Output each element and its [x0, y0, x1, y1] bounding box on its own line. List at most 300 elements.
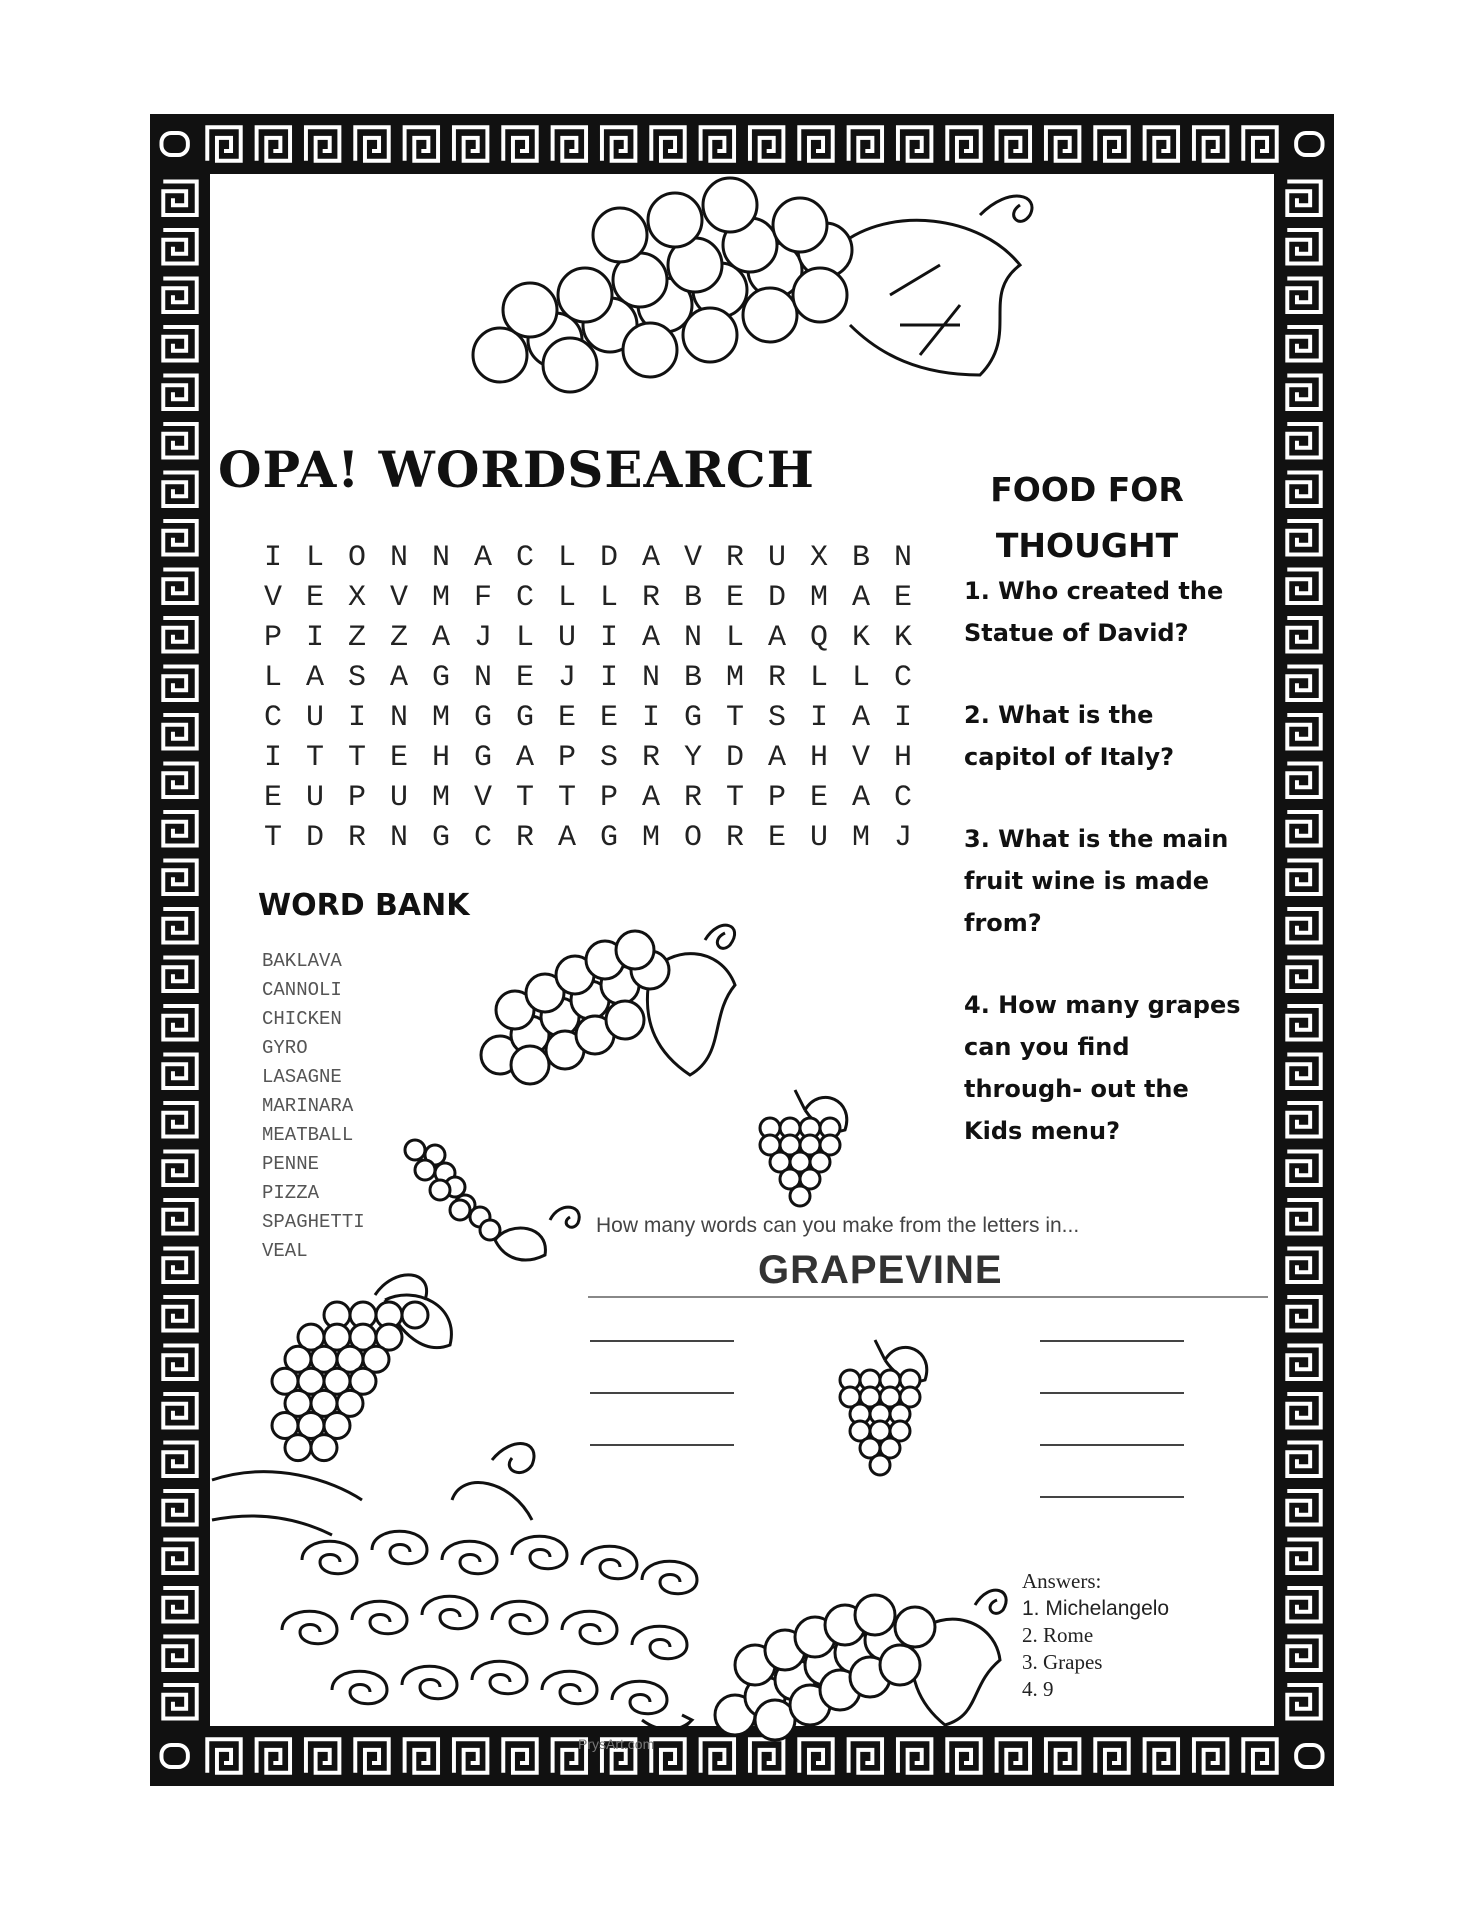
grid-row — [252, 618, 924, 658]
grid-letter[interactable]: U — [767, 541, 786, 575]
key-motif — [454, 1739, 487, 1772]
grid-letter[interactable]: I — [599, 661, 618, 695]
grid-letter[interactable]: G — [431, 821, 450, 855]
grid-letter[interactable]: V — [851, 741, 870, 775]
key-motif — [1287, 1637, 1320, 1670]
key-motif — [163, 812, 196, 845]
corner-ornament — [1296, 133, 1322, 155]
key-motif — [1194, 1739, 1227, 1772]
grid-letter[interactable]: S — [599, 741, 618, 775]
grid-letter[interactable]: L — [263, 661, 282, 695]
grape — [870, 1455, 890, 1475]
corner-ornament — [161, 133, 187, 155]
grid-letter[interactable]: M — [725, 661, 744, 695]
question-item: 2. What is the capitol of Italy? — [964, 701, 1175, 771]
key-motif — [163, 1055, 196, 1088]
leaf-vein — [890, 265, 960, 355]
key-motif — [1287, 958, 1320, 991]
key-motif — [1095, 1739, 1128, 1772]
grid-letter[interactable]: B — [683, 661, 702, 695]
grid-letter[interactable]: O — [683, 821, 702, 855]
grid-letter[interactable]: A — [305, 661, 324, 695]
grid-letter[interactable]: L — [725, 621, 744, 655]
grid-letter[interactable]: R — [641, 741, 660, 775]
grid-letter[interactable]: A — [431, 621, 450, 655]
key-motif — [1145, 1739, 1178, 1772]
grid-letter[interactable]: Z — [347, 621, 366, 655]
grid-letter[interactable]: L — [515, 621, 534, 655]
grid-letter[interactable]: F — [473, 581, 492, 615]
grape — [773, 198, 827, 252]
key-motif — [257, 127, 290, 160]
key-motif — [503, 1739, 536, 1772]
vine-line — [212, 1472, 362, 1535]
answer-item: 2. Rome — [1022, 1623, 1094, 1647]
grid-letter[interactable]: L — [305, 541, 324, 575]
grid-letter[interactable]: Y — [683, 741, 702, 775]
swirl — [302, 1541, 357, 1574]
key-motif — [207, 1739, 240, 1772]
grape — [450, 1200, 470, 1220]
key-motif — [163, 279, 196, 312]
answer-item: 4. 9 — [1022, 1677, 1054, 1701]
grid-letter[interactable]: E — [263, 781, 282, 815]
grid-letter[interactable]: I — [893, 701, 912, 735]
grape-bunch-icon — [470, 905, 740, 1080]
word-bank-item: BAKLAVA — [262, 950, 342, 972]
key-motif — [1287, 182, 1320, 215]
grid-letter[interactable]: S — [767, 701, 786, 735]
grid-letter[interactable]: K — [893, 621, 912, 655]
key-motif — [163, 1346, 196, 1379]
word-bank-item: CANNOLI — [262, 979, 342, 1001]
swirl — [492, 1601, 547, 1634]
key-motif — [1287, 1540, 1320, 1573]
key-motif — [799, 127, 832, 160]
grid-letter[interactable]: T — [263, 821, 282, 855]
corner-ornament — [1296, 1745, 1322, 1767]
key-motif — [1287, 812, 1320, 845]
grid-letter[interactable]: L — [599, 581, 618, 615]
swirl — [332, 1671, 387, 1704]
grid-letter[interactable]: V — [389, 581, 408, 615]
key-motif — [1287, 1443, 1320, 1476]
grid-letter[interactable]: C — [515, 581, 534, 615]
grape — [606, 1001, 644, 1039]
grid-letter[interactable]: E — [557, 701, 576, 735]
word-bank-list — [262, 950, 365, 1269]
key-motif — [1287, 618, 1320, 651]
key-motif — [1287, 1346, 1320, 1379]
grid-letter[interactable]: G — [599, 821, 618, 855]
key-motif — [163, 230, 196, 263]
grid-letter[interactable]: I — [641, 701, 660, 735]
grid-letter[interactable]: T — [725, 781, 744, 815]
grid-letter[interactable]: P — [557, 741, 576, 775]
grid-letter[interactable]: E — [389, 741, 408, 775]
key-motif — [355, 127, 388, 160]
grid-letter[interactable]: T — [725, 701, 744, 735]
question-list — [964, 570, 1246, 1192]
key-motif — [1243, 127, 1276, 160]
key-motif — [1287, 1103, 1320, 1136]
key-motif — [1287, 909, 1320, 942]
grape — [616, 931, 654, 969]
leaf-shape — [495, 1228, 545, 1260]
key-motif — [1287, 1006, 1320, 1039]
grid-row — [252, 658, 924, 698]
word-bank-item: PIZZA — [262, 1182, 320, 1204]
grid-letter[interactable]: H — [893, 741, 912, 775]
key-motif — [163, 1152, 196, 1185]
grid-letter[interactable]: N — [473, 661, 492, 695]
grid-letter[interactable]: I — [263, 541, 282, 575]
grid-letter[interactable]: I — [347, 701, 366, 735]
grid-letter[interactable]: N — [389, 821, 408, 855]
wordsearch-grid — [252, 538, 924, 858]
key-motif — [163, 424, 196, 457]
grid-letter[interactable]: T — [347, 741, 366, 775]
grid-letter[interactable]: R — [641, 581, 660, 615]
grid-letter[interactable]: C — [893, 661, 912, 695]
grid-letter[interactable]: N — [431, 541, 450, 575]
grape — [683, 308, 737, 362]
question-item: 4. How many grapes can you find through- out the Kids menu? — [964, 991, 1241, 1145]
answer-blank[interactable] — [1040, 1340, 1184, 1342]
grid-letter[interactable]: G — [683, 701, 702, 735]
swirl — [442, 1541, 497, 1574]
grid-letter[interactable]: D — [305, 821, 324, 855]
key-motif — [1287, 1200, 1320, 1233]
grid-letter[interactable]: B — [851, 541, 870, 575]
grid-letter[interactable]: M — [851, 821, 870, 855]
answers-box — [1022, 1568, 1169, 1703]
grid-letter[interactable]: A — [851, 781, 870, 815]
grid-letter[interactable]: A — [473, 541, 492, 575]
grid-letter[interactable]: L — [557, 581, 576, 615]
grid-letter[interactable]: N — [641, 661, 660, 695]
grid-letter[interactable]: N — [389, 701, 408, 735]
grid-letter[interactable]: E — [809, 781, 828, 815]
grapevine-prompt: How many words can you make from the letters in... — [596, 1214, 1080, 1237]
grid-letter[interactable]: U — [809, 821, 828, 855]
answer-blank[interactable] — [590, 1392, 734, 1394]
grid-letter[interactable]: I — [305, 621, 324, 655]
grid-letter[interactable]: M — [431, 701, 450, 735]
answer-blank[interactable] — [1040, 1392, 1184, 1394]
swirl — [642, 1561, 697, 1594]
border-pattern-left — [150, 174, 210, 1726]
grid-letter[interactable]: A — [641, 621, 660, 655]
grid-letter[interactable]: V — [683, 541, 702, 575]
swirl — [282, 1611, 337, 1644]
grid-letter[interactable]: E — [893, 581, 912, 615]
grid-letter[interactable]: J — [473, 621, 492, 655]
grape-bunch-icon — [265, 1255, 480, 1440]
key-motif — [1287, 473, 1320, 506]
grid-letter[interactable]: U — [305, 701, 324, 735]
grape — [855, 1595, 895, 1635]
key-motif — [1287, 424, 1320, 457]
grid-letter[interactable]: P — [263, 621, 282, 655]
grid-letter[interactable]: R — [683, 781, 702, 815]
key-motif — [163, 376, 196, 409]
grid-letter[interactable]: M — [809, 581, 828, 615]
grid-letter[interactable]: Q — [809, 621, 828, 655]
grid-letter[interactable]: A — [389, 661, 408, 695]
question-item: 3. What is the main fruit wine is made from? — [964, 825, 1229, 937]
grid-letter[interactable]: T — [515, 781, 534, 815]
grape — [743, 288, 797, 342]
key-motif — [306, 1739, 339, 1772]
grid-letter[interactable]: A — [641, 541, 660, 575]
key-motif — [1287, 279, 1320, 312]
grid-letter[interactable]: R — [515, 821, 534, 855]
grid-row — [252, 818, 924, 858]
key-motif — [163, 667, 196, 700]
grid-row — [252, 538, 924, 578]
key-motif — [1046, 127, 1079, 160]
swirl — [582, 1546, 637, 1579]
grape-cluster-icon — [750, 1080, 860, 1230]
fft-title-line2: THOUGHT — [995, 526, 1179, 565]
grape-vine-icon — [400, 1125, 600, 1265]
fft-title-line1: FOOD FOR — [990, 470, 1184, 509]
swirl — [372, 1531, 427, 1564]
grid-letter[interactable]: A — [851, 701, 870, 735]
key-motif — [997, 127, 1030, 160]
grid-letter[interactable]: P — [599, 781, 618, 815]
key-motif — [1287, 1394, 1320, 1427]
grid-letter[interactable]: U — [557, 621, 576, 655]
grid-letter[interactable]: U — [389, 781, 408, 815]
grid-letter[interactable]: G — [431, 661, 450, 695]
key-motif — [701, 127, 734, 160]
key-motif — [163, 1103, 196, 1136]
key-motif — [163, 958, 196, 991]
grid-letter[interactable]: E — [725, 581, 744, 615]
grid-letter[interactable]: C — [893, 781, 912, 815]
grid-letter[interactable]: E — [767, 821, 786, 855]
grid-letter[interactable]: N — [389, 541, 408, 575]
key-motif — [163, 327, 196, 360]
grid-letter[interactable]: K — [851, 621, 870, 655]
word-bank-item: LASAGNE — [262, 1066, 342, 1088]
grid-letter[interactable]: V — [473, 781, 492, 815]
watermark: PrysArt.com — [578, 1736, 655, 1752]
tendril — [705, 925, 735, 948]
answer-item: 1. Michelangelo — [1022, 1597, 1170, 1620]
key-motif — [1287, 1249, 1320, 1282]
key-motif — [1287, 1685, 1320, 1718]
key-motif — [553, 127, 586, 160]
key-motif — [405, 127, 438, 160]
word-bank-item: SPAGHETTI — [262, 1211, 365, 1233]
grid-letter[interactable]: E — [599, 701, 618, 735]
food-for-thought-title — [968, 462, 1206, 574]
answer-blank[interactable] — [1040, 1444, 1184, 1446]
word-bank-item: CHICKEN — [262, 1008, 342, 1030]
grid-letter[interactable]: O — [347, 541, 366, 575]
grid-letter[interactable]: M — [431, 581, 450, 615]
grape — [430, 1180, 450, 1200]
swirl — [352, 1601, 407, 1634]
grid-letter[interactable]: C — [515, 541, 534, 575]
grid-row — [252, 698, 924, 738]
grid-letter[interactable]: P — [767, 781, 786, 815]
key-motif — [947, 127, 980, 160]
word-bank-item: VEAL — [262, 1240, 308, 1262]
grid-letter[interactable]: A — [767, 741, 786, 775]
grid-letter[interactable]: S — [347, 661, 366, 695]
key-motif — [163, 1685, 196, 1718]
grid-letter[interactable]: D — [725, 741, 744, 775]
grid-letter[interactable]: U — [305, 781, 324, 815]
grid-letter[interactable]: G — [515, 701, 534, 735]
tendril — [975, 1590, 1006, 1613]
tendril — [550, 1207, 579, 1227]
key-motif — [1287, 861, 1320, 894]
question-item: 1. Who created the Statue of David? — [964, 577, 1224, 647]
key-motif — [602, 127, 635, 160]
key-motif — [163, 1540, 196, 1573]
grid-letter[interactable]: M — [431, 781, 450, 815]
key-motif — [1287, 1491, 1320, 1524]
key-motif — [1287, 1055, 1320, 1088]
grid-letter[interactable]: I — [263, 741, 282, 775]
grid-letter[interactable]: H — [431, 741, 450, 775]
grid-letter[interactable]: L — [809, 661, 828, 695]
key-motif — [207, 127, 240, 160]
key-motif — [1046, 1739, 1079, 1772]
grid-letter[interactable]: C — [263, 701, 282, 735]
grid-letter[interactable]: J — [557, 661, 576, 695]
swirl-vine-icon — [212, 1440, 772, 1740]
grid-row — [252, 578, 924, 618]
grid-letter[interactable]: M — [641, 821, 660, 855]
border-pattern-top — [150, 114, 1334, 174]
grid-letter[interactable]: A — [515, 741, 534, 775]
word-bank-item: MEATBALL — [262, 1124, 354, 1146]
grid-row — [252, 738, 924, 778]
swirl — [542, 1671, 597, 1704]
key-motif — [163, 1491, 196, 1524]
grid-letter[interactable]: X — [809, 541, 828, 575]
key-motif — [163, 1200, 196, 1233]
grid-letter[interactable]: T — [557, 781, 576, 815]
key-motif — [454, 127, 487, 160]
grid-letter[interactable]: E — [515, 661, 534, 695]
grape-cluster-icon — [830, 1330, 940, 1500]
key-motif — [163, 1637, 196, 1670]
grid-letter[interactable]: H — [809, 741, 828, 775]
grid-letter[interactable]: I — [809, 701, 828, 735]
grid-letter[interactable]: Z — [389, 621, 408, 655]
grid-letter[interactable]: G — [473, 701, 492, 735]
key-motif — [1287, 1588, 1320, 1621]
grid-letter[interactable]: R — [725, 821, 744, 855]
key-motif — [1287, 376, 1320, 409]
grid-letter[interactable]: D — [767, 581, 786, 615]
key-motif — [163, 1394, 196, 1427]
grape — [593, 208, 647, 262]
key-motif — [651, 127, 684, 160]
key-motif — [163, 182, 196, 215]
key-motif — [750, 127, 783, 160]
key-motif — [163, 618, 196, 651]
answer-blank[interactable] — [590, 1340, 734, 1342]
key-motif — [1287, 715, 1320, 748]
answer-item: 3. Grapes — [1022, 1650, 1103, 1674]
tendril — [980, 196, 1032, 221]
grape-bunch-icon — [420, 175, 1060, 400]
grape-bunch-icon — [715, 1565, 1035, 1745]
key-motif — [257, 1739, 290, 1772]
word-bank-item: GYRO — [262, 1037, 308, 1059]
key-motif — [503, 127, 536, 160]
grid-letter[interactable]: L — [557, 541, 576, 575]
grid-letter[interactable]: A — [557, 821, 576, 855]
grid-letter[interactable]: C — [473, 821, 492, 855]
grid-letter[interactable]: A — [851, 581, 870, 615]
grape — [793, 268, 847, 322]
grid-letter[interactable]: P — [347, 781, 366, 815]
swirl — [472, 1661, 527, 1694]
grid-letter[interactable]: B — [683, 581, 702, 615]
grid-letter[interactable]: R — [725, 541, 744, 575]
grid-letter[interactable]: R — [767, 661, 786, 695]
key-motif — [1287, 764, 1320, 797]
grid-letter[interactable]: D — [599, 541, 618, 575]
grid-letter[interactable]: A — [767, 621, 786, 655]
grape — [402, 1302, 428, 1328]
grid-letter[interactable]: N — [893, 541, 912, 575]
key-motif — [163, 1249, 196, 1282]
grid-letter[interactable]: A — [641, 781, 660, 815]
key-motif — [1287, 1297, 1320, 1330]
grape — [703, 178, 757, 232]
grid-letter[interactable]: E — [305, 581, 324, 615]
grapevine-word: GRAPEVINE — [758, 1248, 1003, 1292]
key-motif — [163, 521, 196, 554]
key-motif — [163, 764, 196, 797]
grid-letter[interactable]: G — [473, 741, 492, 775]
grid-letter[interactable]: V — [263, 581, 282, 615]
divider — [588, 1296, 1268, 1298]
grid-letter[interactable]: R — [347, 821, 366, 855]
grid-letter[interactable]: J — [893, 821, 912, 855]
key-motif — [163, 861, 196, 894]
grid-letter[interactable]: L — [851, 661, 870, 695]
key-motif — [163, 1443, 196, 1476]
grape — [415, 1160, 435, 1180]
border-pattern-right — [1274, 174, 1334, 1726]
key-motif — [163, 1006, 196, 1039]
key-motif — [1287, 327, 1320, 360]
grape — [503, 283, 557, 337]
grid-letter[interactable]: T — [305, 741, 324, 775]
key-motif — [163, 715, 196, 748]
grid-letter[interactable]: X — [347, 581, 366, 615]
grid-letter[interactable]: N — [683, 621, 702, 655]
key-motif — [1243, 1739, 1276, 1772]
vine-line — [642, 1715, 692, 1729]
grid-letter[interactable]: I — [599, 621, 618, 655]
tendril — [452, 1444, 534, 1520]
grape — [895, 1607, 935, 1647]
key-motif — [405, 1739, 438, 1772]
answer-blank[interactable] — [1040, 1496, 1184, 1498]
